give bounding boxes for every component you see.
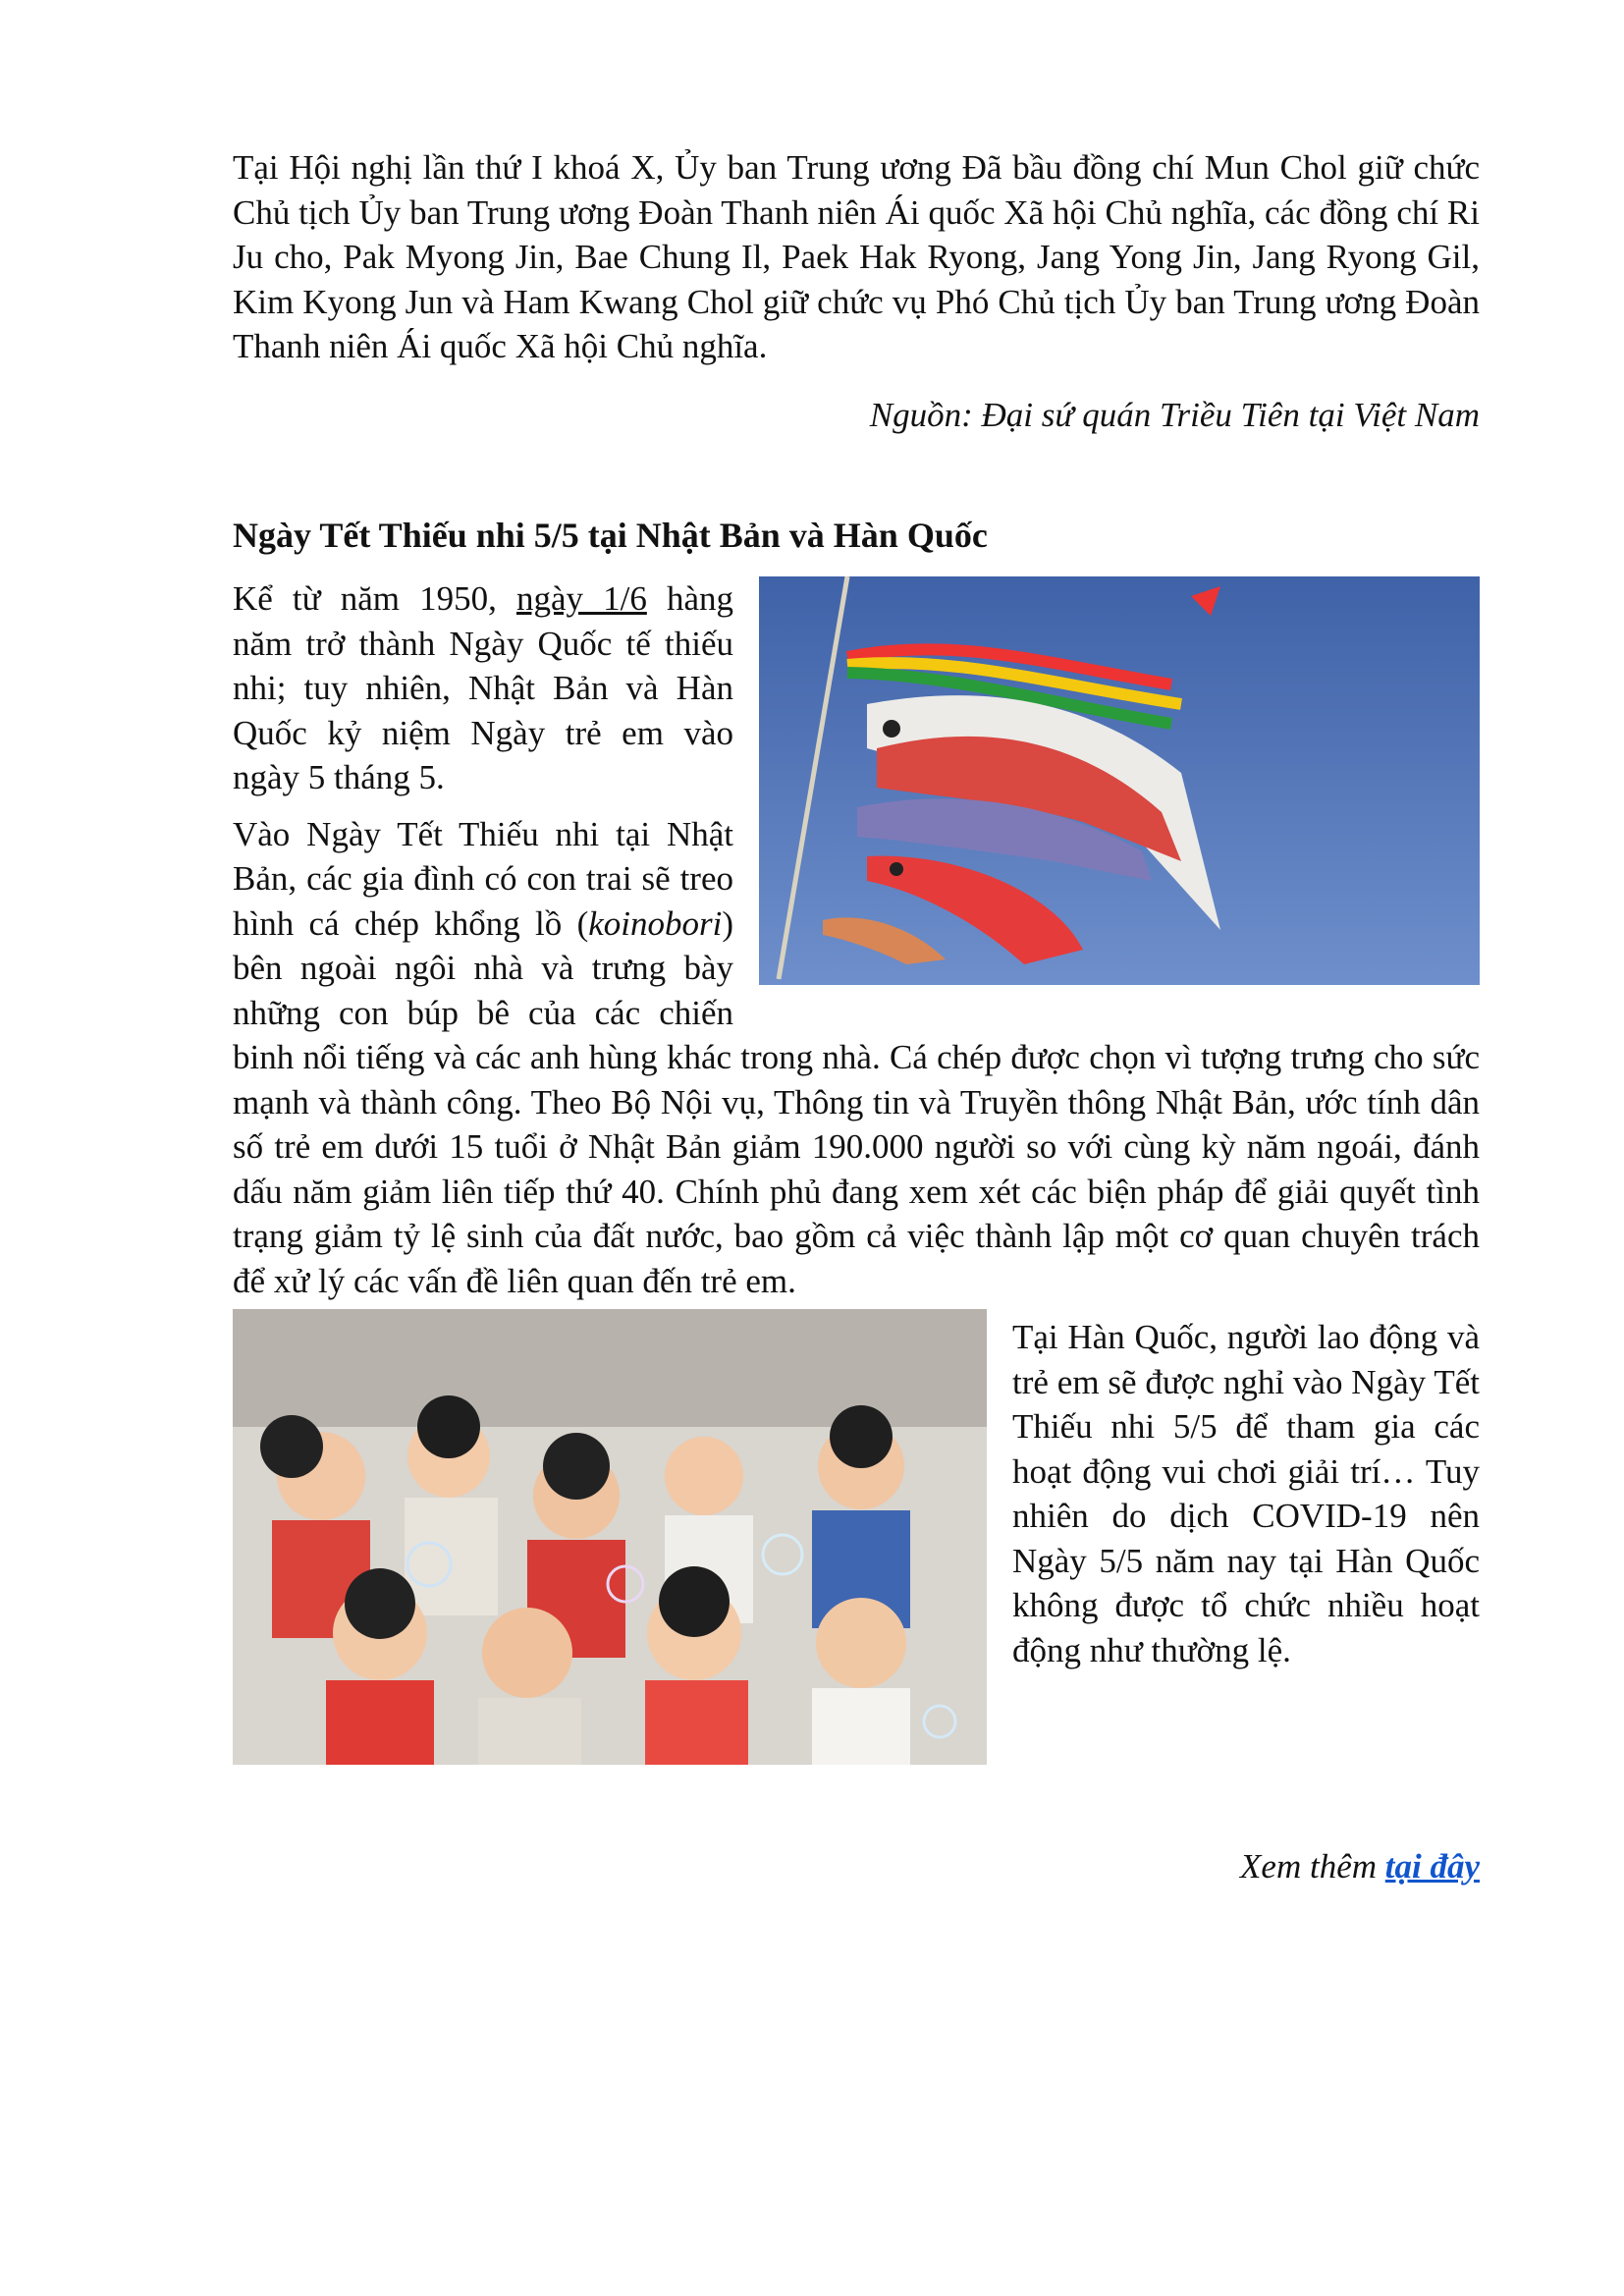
paragraph-3: Tại Hàn Quốc, người lao động và trẻ em sẽ được nghỉ vào Ngày Tết Thiếu nhi 5/5 để tham gia các hoạt động vui chơi giải trí… Tuy nhiên do dịch COVID-19 nên Ngày 5/5 năm nay tại Hàn Quốc không được tổ chức nhiều hoạt động như thường lệ. xyxy=(1012,1318,1480,1669)
section-title: Ngày Tết Thiếu nhi 5/5 tại Nhật Bản và Hàn Quốc xyxy=(233,516,988,555)
read-more-label: Xem thêm xyxy=(1240,1847,1385,1886)
read-more-link[interactable]: tại đây xyxy=(1384,1847,1480,1886)
intro-block xyxy=(233,145,1480,369)
article-body xyxy=(233,576,1480,1771)
source-note: Nguồn: Đại sứ quán Triều Tiên tại Việt Nam xyxy=(869,396,1480,434)
children-photo xyxy=(233,1309,987,1765)
koinobori-term: koinobori xyxy=(588,903,723,943)
paragraph-1-start: Kể từ năm 1950, xyxy=(233,579,516,618)
koinobori-photo xyxy=(759,576,1480,985)
intro-paragraph: Tại Hội nghị lần thứ I khoá X, Ủy ban Trung ương Đã bầu đồng chí Mun Chol giữ chức Chủ tịch Ủy ban Trung ương Đoàn Thanh niên Ái quốc Xã hội Chủ nghĩa, các đồng chí Ri Ju cho, Pak Myong Jin, Bae Chung Il, Paek Hak Ryong, Jang Yong Jin, Jang Ryong Gil, Kim Kyong Jun và Ham Kwang Chol giữ chức vụ Phó Chủ tịch Ủy ban Trung ương Đoàn Thanh niên Ái quốc Xã hội Chủ nghĩa. xyxy=(233,148,1480,365)
paragraph-1-end: hàng năm trở thành Ngày Quốc tế thiếu nhi; tuy nhiên, Nhật Bản và Hàn Quốc kỷ niệm Ngày trẻ em vào ngày 5 tháng 5. xyxy=(233,579,733,796)
read-more xyxy=(233,1844,1480,1888)
date-link[interactable]: ngày 1/6 xyxy=(515,579,647,618)
paragraph-2-start: Vào Ngày Tết Thiếu nhi tại Nhật Bản, các gia đình có con trai sẽ treo hình cá chép khổng lồ ( xyxy=(233,814,733,943)
paragraph-2-text: ) bên ngoài ngôi nhà và trưng bày những con búp bê của các chiến binh nổi tiếng và các anh hùng khác trong nhà. Cá chép được chọn vì tượng trưng cho sức mạnh và thành công. Theo Bộ Nội vụ, Thông tin và Truyền thông Nhật Bản, ước tính dân số trẻ em dưới 15 tuổi ở Nhật Bản giảm 190.000 người so với cùng kỳ năm ngoái, đánh dấu năm giảm liên tiếp thứ 40. Chính phủ đang xem xét các biện pháp để giải quyết tình trạng giảm tỷ lệ sinh của đất nước, bao gồm cả việc thành lập một cơ quan chuyên trách để xử lý các vấn đề liên quan đến trẻ em. xyxy=(233,903,1480,1300)
